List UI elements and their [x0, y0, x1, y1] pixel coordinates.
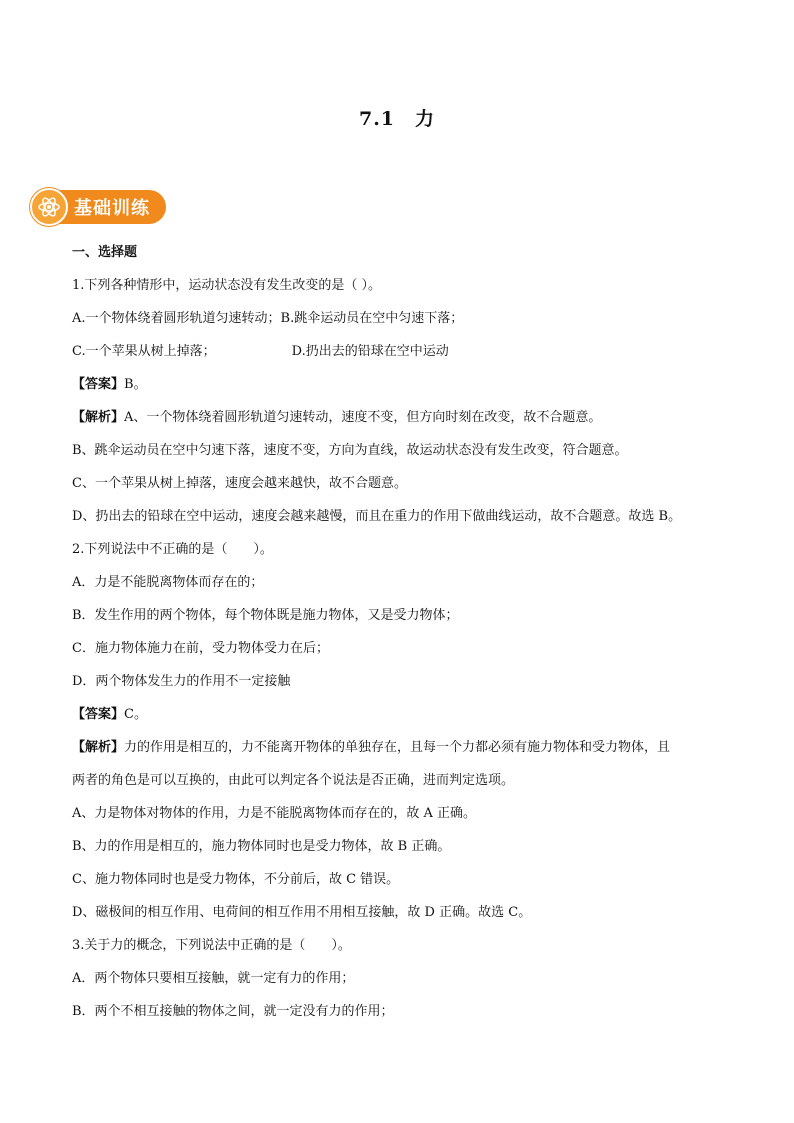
analysis-tag: 【解析】	[72, 410, 125, 425]
answer-value: C。	[124, 707, 147, 722]
question-2-option: C．施力物体施力在前，受力物体受力在后；	[72, 641, 329, 656]
question-2-analysis-line: A、力是物体对物体的作用，力是不能脱离物体而存在的，故 A 正确。	[72, 806, 477, 821]
question-2-analysis-line: 两者的角色是可以互换的，由此可以判定各个说法是否正确，进而判定选项。	[72, 773, 515, 788]
question-1-options-cd	[72, 335, 732, 368]
section-heading: 一、选择题	[72, 245, 138, 260]
answer-value: B。	[124, 377, 147, 392]
answer-tag: 【答案】	[72, 377, 125, 392]
question-2-answer	[72, 698, 732, 731]
analysis-text: 力的作用是相互的，力不能离开物体的单独存在，且每一个力都必须有施力物体和受力物体，且	[124, 740, 671, 755]
question-2-analysis-line: D、磁极间的相互作用、电荷间的相互作用不用相互接触，故 D 正确。故选 C。	[72, 905, 532, 920]
atom-icon	[30, 188, 68, 226]
question-1-analysis-line: B、跳伞运动员在空中匀速下落，速度不变，方向为直线，故运动状态没有发生改变，符合题意。	[72, 443, 628, 458]
section-badge	[30, 188, 170, 226]
question-2-analysis-line	[72, 731, 732, 764]
question-1-options-ab: A.一个物体绕着圆形轨道匀速转动；B.跳伞运动员在空中匀速下落；	[72, 311, 464, 326]
question-1-answer	[72, 368, 732, 401]
question-3-option: B．两个不相互接触的物体之间，就一定没有力的作用；	[72, 1004, 394, 1019]
question-1-option-c: C.一个苹果从树上掉落；	[72, 344, 216, 359]
answer-tag: 【答案】	[72, 707, 125, 722]
question-2-option: A．力是不能脱离物体而存在的；	[72, 575, 264, 590]
question-2-option: B．发生作用的两个物体，每个物体既是施力物体，又是受力物体；	[72, 608, 459, 623]
question-1-analysis-line: D、扔出去的铅球在空中运动，速度会越来越慢，而且在重力的作用下做曲线运动，故不合题意。故选 B。	[72, 509, 682, 524]
question-2-stem: 2.下列说法中不正确的是（ ）。	[72, 542, 273, 557]
question-3-option: A．两个物体只要相互接触，就一定有力的作用；	[72, 971, 355, 986]
document-body	[72, 236, 732, 1028]
analysis-text: A、一个物体绕着圆形轨道匀速转动，速度不变，但方向时刻在改变，故不合题意。	[124, 410, 602, 425]
question-1-analysis-line	[72, 401, 732, 434]
badge-label: 基础训练	[74, 198, 150, 219]
page-title: 7.1 力	[358, 108, 436, 130]
question-1-option-d: D.扔出去的铅球在空中运动	[291, 344, 449, 359]
question-2-analysis-line: B、力的作用是相互的，施力物体同时也是受力物体，故 B 正确。	[72, 839, 451, 854]
question-2-option: D．两个物体发生力的作用不一定接触	[72, 674, 291, 689]
question-1-stem: 1.下列各种情形中，运动状态没有发生改变的是（ ）。	[72, 278, 382, 293]
question-1-analysis-line: C、一个苹果从树上掉落，速度会越来越快，故不合题意。	[72, 476, 407, 491]
question-2-analysis-line: C、施力物体同时也是受力物体，不分前后，故 C 错误。	[72, 872, 400, 887]
analysis-tag: 【解析】	[72, 740, 125, 755]
question-3-stem: 3.关于力的概念，下列说法中正确的是（ ）。	[72, 938, 351, 953]
